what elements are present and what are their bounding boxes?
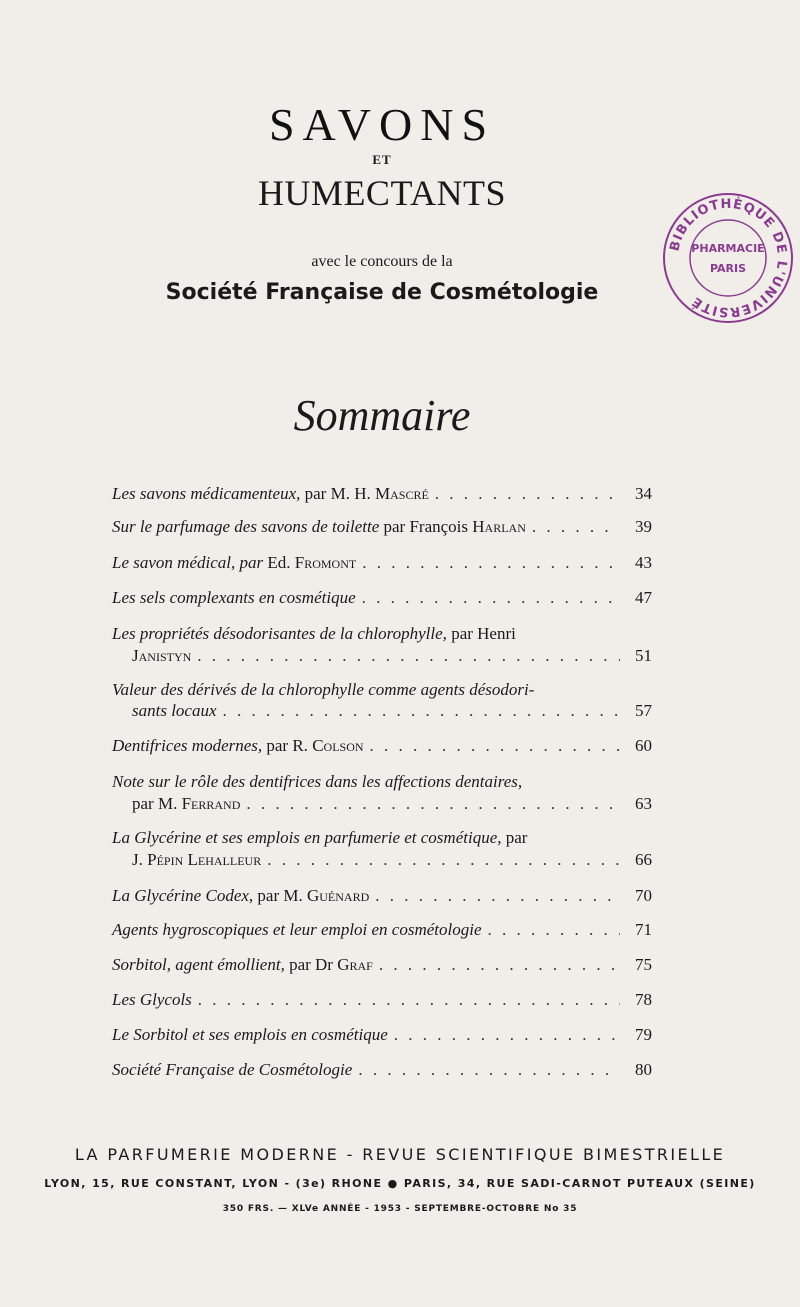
toc-entry <box>112 517 652 537</box>
svg-text:BIBLIOTHÈQUE DE L'UNIVERSITÉ <box>667 196 789 319</box>
toc-page: 79 <box>635 1025 652 1044</box>
toc-entry <box>112 1060 652 1080</box>
toc-leader <box>197 646 620 666</box>
toc-title-continued: sants locaux <box>132 701 217 720</box>
title-humectants: HUMECTANTS <box>257 173 507 213</box>
title-et: ET <box>372 152 392 167</box>
toc-entry-continued <box>132 701 652 721</box>
toc-entry <box>112 624 652 644</box>
toc-title: Sorbitol, agent émollient, <box>112 955 285 974</box>
toc-title: Le savon médical, par <box>112 553 264 572</box>
toc-title: Société Française de Cosmétologie <box>112 1060 353 1079</box>
toc-leader <box>375 886 620 906</box>
toc-title: Agents hygroscopiques et leur emploi en cosmétologie <box>112 920 482 939</box>
toc-author-prefix: par Dr <box>289 955 333 974</box>
toc-leader <box>488 920 620 940</box>
toc-author-prefix: par <box>505 828 528 847</box>
toc-page: 60 <box>635 736 652 755</box>
toc-title: La Glycérine et ses emplois en parfumerie et cosmétique, <box>112 828 502 847</box>
toc-author-prefix: par M. <box>257 886 303 905</box>
toc-title: Dentifrices modernes, <box>112 736 263 755</box>
toc-author: Harlan <box>472 517 526 536</box>
toc-title: Les sels complexants en cosmétique <box>112 588 356 607</box>
toc-author-prefix: par M. <box>132 794 178 813</box>
toc-leader <box>532 517 620 537</box>
journal-name: LA PARFUMERIE MODERNE - REVUE SCIENTIFIQUE BIMESTRIELLE <box>74 1145 726 1164</box>
toc-leader <box>358 1060 620 1080</box>
toc-page: 43 <box>635 553 652 572</box>
toc-author-prefix: Ed. <box>267 553 291 572</box>
toc-title: Les propriétés désodorisantes de la chlorophylle, <box>112 624 447 643</box>
toc-leader <box>267 850 620 870</box>
toc-page: 75 <box>635 955 652 974</box>
toc-author: Graf <box>337 955 373 974</box>
toc-title: Les savons médicamenteux, <box>112 484 301 503</box>
toc-leader <box>198 990 620 1010</box>
toc-page: 39 <box>635 517 652 536</box>
toc-entry <box>112 553 652 573</box>
toc-author-prefix: par M. H. <box>304 484 371 503</box>
toc-author-prefix: par R. <box>266 736 308 755</box>
stamp-center-text-2: PARIS <box>709 262 747 275</box>
toc-entry-continued <box>132 794 652 814</box>
toc-page: 63 <box>635 794 652 813</box>
toc-page: 70 <box>635 886 652 905</box>
toc-author: Fromont <box>294 553 357 572</box>
toc-title: Valeur des dérivés de la chlorophylle comme agents désodori- <box>112 680 535 699</box>
toc-page: 71 <box>635 920 652 939</box>
stamp-ring-text: BIBLIOTHÈQUE DE L'UNIVERSITÉ <box>667 196 790 320</box>
toc-entry <box>112 1025 652 1045</box>
toc-title: La Glycérine Codex, <box>112 886 254 905</box>
toc-page: 78 <box>635 990 652 1009</box>
society-name: Société Française de Cosmétologie <box>165 280 599 305</box>
toc-entry <box>112 588 652 608</box>
issue-info: 350 FRS. — XLVe ANNÉE - 1953 - SEPTEMBRE-OCTOBRE No 35 <box>222 1204 578 1214</box>
toc-author: Ferrand <box>181 794 241 813</box>
publisher-address: LYON, 15, RUE CONSTANT, LYON - (3e) RHONE ● PARIS, 34, RUE SADI-CARNOT PUTEAUX (SEINE) <box>44 1177 756 1190</box>
toc-page: 51 <box>635 646 652 665</box>
toc-author-prefix: J. <box>132 850 143 869</box>
toc-author: Colson <box>312 736 364 755</box>
toc-leader <box>435 484 620 504</box>
title-savons: SAVONS <box>268 99 496 150</box>
toc-author-prefix: par François <box>383 517 469 536</box>
toc-author: Pépin Lehalleur <box>147 850 262 869</box>
toc-entry <box>112 828 652 848</box>
toc-entry <box>112 484 652 504</box>
stamp-center-text-1: PHARMACIE <box>691 242 765 255</box>
toc-entry <box>112 736 652 756</box>
subtitle: avec le concours de la <box>311 253 453 270</box>
toc-entry-continued <box>132 850 652 870</box>
toc-leader <box>394 1025 620 1045</box>
toc-entry <box>112 772 652 792</box>
toc-author: Janistyn <box>132 646 192 665</box>
toc-author: Guénard <box>306 886 370 905</box>
toc-leader <box>246 794 620 814</box>
toc-page: 57 <box>635 701 652 720</box>
toc-entry <box>112 886 652 906</box>
sommaire-heading: Sommaire <box>293 391 471 440</box>
toc-page: 34 <box>635 484 652 503</box>
toc-entry-continued <box>132 646 652 666</box>
toc-author: Mascré <box>374 484 429 503</box>
toc-title: Sur le parfumage des savons de toilette <box>112 517 380 536</box>
library-stamp <box>660 190 796 326</box>
toc-leader <box>223 701 620 721</box>
toc-leader <box>362 588 620 608</box>
toc-leader <box>362 553 620 573</box>
toc-entry <box>112 920 652 940</box>
toc-title: Le Sorbitol et ses emplois en cosmétique <box>112 1025 388 1044</box>
toc-leader <box>379 955 620 975</box>
toc-page: 80 <box>635 1060 652 1079</box>
toc-page: 47 <box>635 588 652 607</box>
toc-entry <box>112 955 652 975</box>
toc-title: Les Glycols <box>112 990 192 1009</box>
toc-title: Note sur le rôle des dentifrices dans les affections dentaires, <box>112 772 523 791</box>
toc-entry <box>112 990 652 1010</box>
toc-author-prefix: par Henri <box>451 624 516 643</box>
toc-leader <box>370 736 620 756</box>
toc-entry <box>112 680 652 700</box>
toc-page: 66 <box>635 850 652 869</box>
